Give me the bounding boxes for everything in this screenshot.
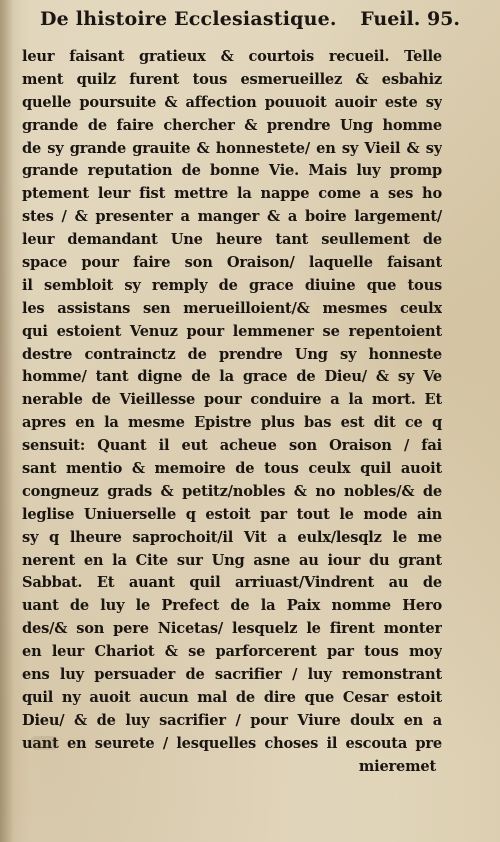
text-line: il sembloit sy remply de grace diuine que tous [22, 276, 442, 294]
text-line: nerent en la Cite sur Ung asne au iour du grant [22, 551, 442, 569]
text-line: sensuit: Quant il eut acheue son Oraison / fai [22, 437, 442, 455]
text-line: leur demandant Une heure tant seullement de [22, 231, 442, 249]
text-line: uant de luy le Prefect de la Paix nomme Hero [22, 597, 442, 615]
text-line: sant mentio & memoire de tous ceulx quil auoit [22, 460, 442, 478]
text-line: les assistans sen merueilloient/& mesmes ceulx [22, 299, 442, 317]
text-line: uant en seurete / lesquelles choses il escouta pre [22, 734, 442, 752]
text-line: nerable de Vieillesse pour conduire a la mort. Et [22, 391, 442, 409]
text-line: leur faisant gratieux & courtois recueil. Telle [22, 48, 442, 65]
text-line: sy q lheure saprochoit/il Vit a eulx/lesqlz le me [22, 528, 442, 546]
text-line: de sy grande grauite & honnestete/ en sy Vieil & sy [22, 139, 442, 157]
text-line: leglise Uniuerselle q estoit par tout le mode ain [22, 505, 442, 523]
text-line: stes / & presenter a manger & a boire largement/ [22, 208, 442, 226]
text-line: Sabbat. Et auant quil arriuast/Vindrent au de [22, 574, 442, 592]
text-line: grande reputation de bonne Vie. Mais luy promp [22, 162, 442, 180]
text-line: ens luy persuader de sacrifier / luy remonstrant [22, 666, 442, 684]
text-line: space pour faire son Oraison/ laquelle faisant [22, 254, 442, 272]
page-gutter-shadow [0, 0, 14, 842]
text-line: congneuz grads & petitz/nobles & no nobles/& de [22, 482, 442, 500]
paper-stain [30, 736, 58, 750]
text-line: ment quilz furent tous esmerueillez & esbahiz [22, 70, 442, 88]
running-title: De lhistoire Ecclesiastique. [40, 8, 337, 30]
text-line: des/& son pere Nicetas/ lesquelz le firent monter [22, 620, 442, 638]
text-line: qui estoient Venuz pour lemmener se repentoient [22, 322, 442, 340]
catchword-line: mieremet [358, 757, 436, 775]
text-line: en leur Chariot & se parforcerent par tous moy [22, 643, 442, 661]
text-line: apres en la mesme Epistre plus bas est dit ce q [22, 414, 442, 432]
text-line: grande de faire chercher & prendre Ung homme [22, 116, 442, 134]
text-line: destre contrainctz de prendre Ung sy honneste [22, 345, 442, 363]
text-line: ptement leur fist mettre la nappe come a ses ho [22, 185, 442, 203]
text-line: quelle poursuite & affection pouuoit auoir este sy [22, 93, 442, 111]
folio-number: Fueil. 95. [360, 8, 460, 30]
page-header [40, 8, 460, 42]
text-line: Dieu/ & de luy sacrifier / pour Viure doulx en a [22, 711, 442, 729]
body-text [22, 46, 442, 779]
text-line: quil ny auoit aucun mal de dire que Cesar estoit [22, 688, 442, 706]
text-line: homme/ tant digne de la grace de Dieu/ & sy Ve [22, 368, 442, 386]
